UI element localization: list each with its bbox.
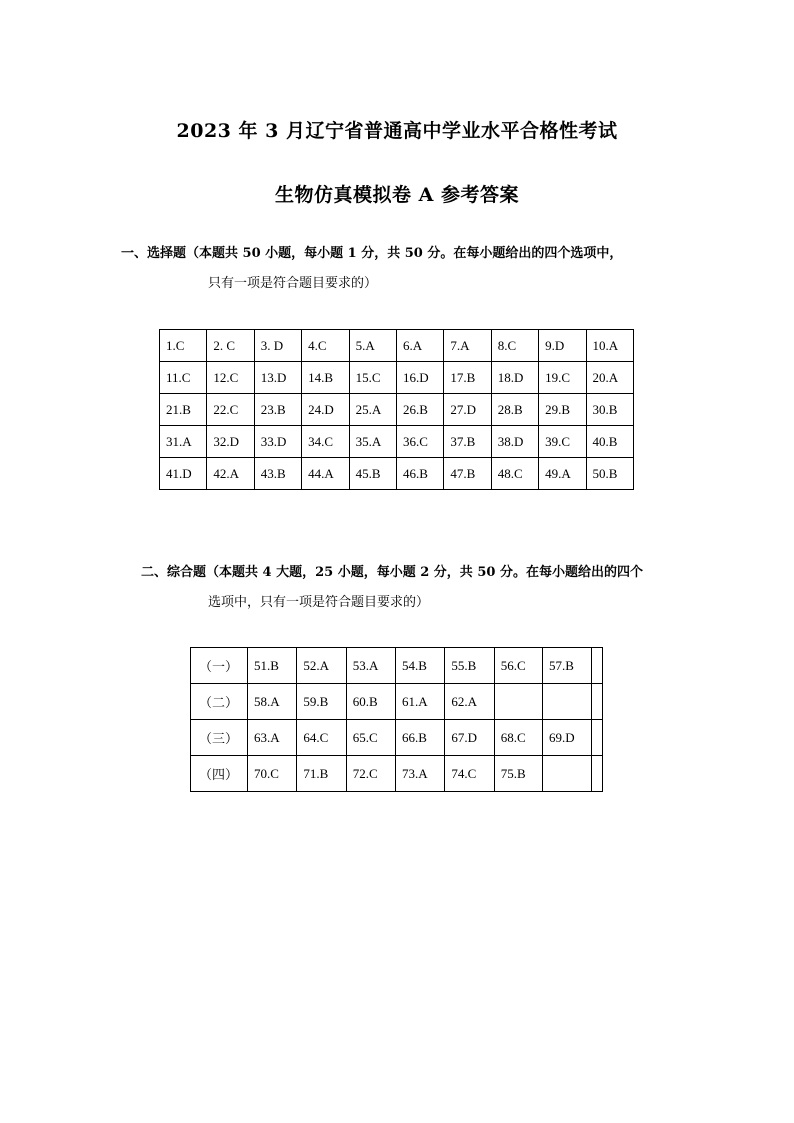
- answer-cell: 5.A: [349, 330, 396, 362]
- answer-cell: 16.D: [396, 362, 443, 394]
- answer-cell: [542, 756, 591, 792]
- section2-heading: 二、综合题（本题共 4 大题，25 小题，每小题 2 分，共 50 分。在每小题给出的四个: [141, 565, 643, 580]
- answer-cell: 33.D: [254, 426, 301, 458]
- answer-cell: 3. D: [254, 330, 301, 362]
- answer-cell: 12.C: [207, 362, 254, 394]
- answer-cell: 58.A: [248, 684, 297, 720]
- answer-cell: 69.D: [542, 720, 591, 756]
- answer-cell: 26.B: [396, 394, 443, 426]
- answer-cell: 61.A: [396, 684, 445, 720]
- answer-cell: 71.B: [297, 756, 346, 792]
- answer-cell: [592, 648, 603, 684]
- answer-cell: 40.B: [586, 426, 633, 458]
- answer-cell: 37.B: [444, 426, 491, 458]
- answer-cell: 29.B: [539, 394, 586, 426]
- answer-cell: 48.C: [491, 458, 538, 490]
- answer-cell: 54.B: [396, 648, 445, 684]
- answer-cell: 1.C: [160, 330, 207, 362]
- answer-cell: 7.A: [444, 330, 491, 362]
- table-row: [160, 458, 634, 490]
- answer-cell: 31.A: [160, 426, 207, 458]
- answer-cell: 47.B: [444, 458, 491, 490]
- answer-cell: 28.B: [491, 394, 538, 426]
- answer-cell: 45.B: [349, 458, 396, 490]
- document-title: 2023 年 3 月辽宁省普通高中学业水平合格性考试: [176, 120, 618, 142]
- answer-cell: 25.A: [349, 394, 396, 426]
- answer-cell: 44.A: [302, 458, 349, 490]
- answer-cell: 41.D: [160, 458, 207, 490]
- answer-cell: 38.D: [491, 426, 538, 458]
- answer-cell: 55.B: [445, 648, 494, 684]
- answer-cell: 57.B: [542, 648, 591, 684]
- answer-cell: 46.B: [396, 458, 443, 490]
- answer-cell: 53.A: [346, 648, 395, 684]
- table-row: [191, 720, 603, 756]
- answer-cell: 49.A: [539, 458, 586, 490]
- answer-cell: 13.D: [254, 362, 301, 394]
- section1-heading: 一、选择题（本题共 50 小题，每小题 1 分，共 50 分。在每小题给出的四个选项中，: [121, 246, 623, 261]
- answer-cell: 51.B: [248, 648, 297, 684]
- table-row: [160, 394, 634, 426]
- answer-cell: 24.D: [302, 394, 349, 426]
- answer-cell: 2. C: [207, 330, 254, 362]
- answer-cell: 60.B: [346, 684, 395, 720]
- document-subtitle: 生物仿真模拟卷 A 参考答案: [275, 184, 519, 206]
- answer-cell: [542, 684, 591, 720]
- answer-cell: 74.C: [445, 756, 494, 792]
- answer-cell: 17.B: [444, 362, 491, 394]
- answer-cell: 68.C: [494, 720, 542, 756]
- comprehensive-answer-table: [190, 647, 603, 792]
- table-row: [191, 756, 603, 792]
- table-row: [160, 362, 634, 394]
- answer-cell: 72.C: [346, 756, 395, 792]
- answer-cell: 9.D: [539, 330, 586, 362]
- answer-cell: 30.B: [586, 394, 633, 426]
- group-label-cell: （三）: [191, 720, 248, 756]
- table-row: [160, 426, 634, 458]
- answer-cell: [494, 684, 542, 720]
- answer-cell: 20.A: [586, 362, 633, 394]
- answer-cell: 43.B: [254, 458, 301, 490]
- answer-cell: 35.A: [349, 426, 396, 458]
- answer-cell: 18.D: [491, 362, 538, 394]
- answer-cell: 59.B: [297, 684, 346, 720]
- answer-cell: 65.C: [346, 720, 395, 756]
- answer-cell: 67.D: [445, 720, 494, 756]
- table-row: [160, 330, 634, 362]
- choice-answer-table: [159, 329, 634, 490]
- answer-cell: 36.C: [396, 426, 443, 458]
- table-row: [191, 684, 603, 720]
- answer-cell: 4.C: [302, 330, 349, 362]
- answer-cell: 27.D: [444, 394, 491, 426]
- answer-cell: [592, 756, 603, 792]
- answer-cell: 14.B: [302, 362, 349, 394]
- answer-cell: 70.C: [248, 756, 297, 792]
- table-row: [191, 648, 603, 684]
- answer-cell: 56.C: [494, 648, 542, 684]
- answer-cell: 34.C: [302, 426, 349, 458]
- answer-cell: 66.B: [396, 720, 445, 756]
- answer-cell: 22.C: [207, 394, 254, 426]
- group-label-cell: （四）: [191, 756, 248, 792]
- answer-cell: [592, 684, 603, 720]
- group-label-cell: （二）: [191, 684, 248, 720]
- answer-cell: 11.C: [160, 362, 207, 394]
- answer-cell: 64.C: [297, 720, 346, 756]
- answer-cell: 19.C: [539, 362, 586, 394]
- answer-cell: 62.A: [445, 684, 494, 720]
- section1-heading-continued: 只有一项是符合题目要求的）: [208, 276, 378, 291]
- answer-cell: 50.B: [586, 458, 633, 490]
- answer-cell: 63.A: [248, 720, 297, 756]
- group-label-cell: （一）: [191, 648, 248, 684]
- section2-heading-continued: 选项中，只有一项是符合题目要求的）: [208, 595, 430, 610]
- answer-cell: 42.A: [207, 458, 254, 490]
- answer-cell: 21.B: [160, 394, 207, 426]
- answer-cell: 6.A: [396, 330, 443, 362]
- answer-cell: 52.A: [297, 648, 346, 684]
- answer-cell: 8.C: [491, 330, 538, 362]
- answer-cell: 15.C: [349, 362, 396, 394]
- answer-cell: 32.D: [207, 426, 254, 458]
- answer-cell: 39.C: [539, 426, 586, 458]
- answer-cell: 73.A: [396, 756, 445, 792]
- answer-cell: 10.A: [586, 330, 633, 362]
- answer-cell: [592, 720, 603, 756]
- answer-cell: 75.B: [494, 756, 542, 792]
- answer-cell: 23.B: [254, 394, 301, 426]
